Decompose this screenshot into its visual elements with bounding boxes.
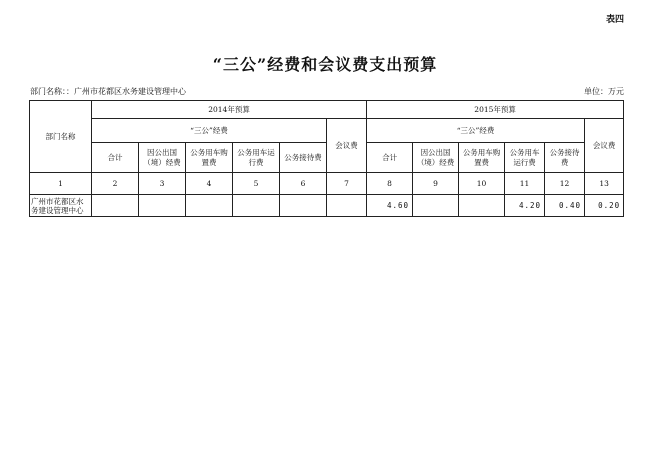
value-cell: 0.40 [545, 195, 585, 217]
value-cell: 4.20 [505, 195, 545, 217]
budget-table [29, 100, 624, 217]
col-reception-2015: 公务接待费 [545, 143, 585, 173]
col-number: 1 [30, 173, 92, 195]
value-cell: 0.20 [585, 195, 624, 217]
value-cell [233, 195, 280, 217]
col-abroad-2014: 因公出国（境）经费 [139, 143, 186, 173]
col-number: 8 [367, 173, 413, 195]
year-2015-header: 2015年预算 [367, 101, 624, 119]
column-number-row [30, 173, 624, 195]
col-total-2014: 合计 [92, 143, 139, 173]
meeting-header-2014: 会议费 [327, 119, 367, 173]
col-number: 5 [233, 173, 280, 195]
value-cell [413, 195, 459, 217]
form-number: 表四 [605, 15, 624, 25]
value-cell [186, 195, 233, 217]
sangong-header-2015: “三公”经费 [367, 119, 585, 143]
page-title: “三公”经费和会议费支出预算 [212, 55, 438, 74]
col-number: 6 [280, 173, 327, 195]
col-number: 4 [186, 173, 233, 195]
year-2014-header: 2014年预算 [92, 101, 367, 119]
value-cell [92, 195, 139, 217]
col-car-running-2015: 公务用车运行费 [505, 143, 545, 173]
col-number: 12 [545, 173, 585, 195]
col-number: 13 [585, 173, 624, 195]
col-total-2015: 合计 [367, 143, 413, 173]
col-car-purchase-2014: 公务用车购置费 [186, 143, 233, 173]
dept-cell: 广州市花都区水务建设管理中心 [30, 195, 92, 217]
col-number: 11 [505, 173, 545, 195]
value-cell [139, 195, 186, 217]
col-number: 9 [413, 173, 459, 195]
col-number: 10 [459, 173, 505, 195]
value-cell [459, 195, 505, 217]
unit-label: 单位：万元 [584, 87, 624, 96]
col-car-purchase-2015: 公务用车购置费 [459, 143, 505, 173]
col-number: 2 [92, 173, 139, 195]
col-reception-2014: 公务接待费 [280, 143, 327, 173]
dept-header: 部门名称 [30, 101, 92, 173]
table-row [30, 195, 624, 217]
meeting-header-2015: 会议费 [585, 119, 624, 173]
sangong-header-2014: “三公”经费 [92, 119, 327, 143]
value-cell [280, 195, 327, 217]
col-number: 7 [327, 173, 367, 195]
department-label: 部门名称：：广州市花都区水务建设管理中心 [30, 87, 186, 96]
value-cell: 4.60 [367, 195, 413, 217]
col-number: 3 [139, 173, 186, 195]
col-car-running-2014: 公务用车运行费 [233, 143, 280, 173]
value-cell [327, 195, 367, 217]
col-abroad-2015: 因公出国（境）经费 [413, 143, 459, 173]
